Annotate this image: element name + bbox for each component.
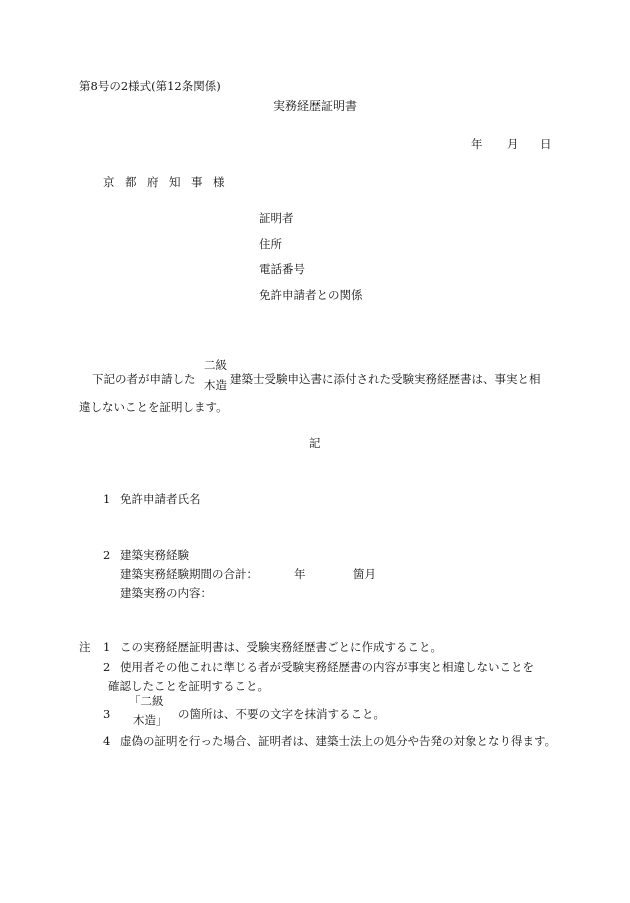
certifier-label: 証明者 [259, 211, 294, 225]
experience-period-label: 建築実務経験期間の合計： [120, 567, 258, 581]
addressee-char: 府 [147, 175, 159, 189]
address-label: 住所 [259, 237, 282, 251]
item2-number: 2 [103, 548, 111, 562]
note2-text-line2: 確認したことを証明すること。 [108, 679, 269, 693]
date-year-label: 年 [471, 137, 483, 151]
experience-period-year: 年 [294, 567, 306, 581]
note3-option-mokuzo: 木造」 [133, 713, 168, 727]
qualification-option-nikyu: 二級 [204, 358, 227, 372]
note2-text-line1: 使用者その他これに準じる者が受験実務経歴書の内容が事実と相違しないことを [120, 660, 534, 674]
note3-number: 3 [103, 707, 111, 721]
note2-number: 2 [103, 660, 111, 674]
addressee-char: 都 [125, 175, 137, 189]
item1-number: 1 [103, 492, 111, 506]
note3-text: の箇所は、不要の文字を抹消すること。 [178, 707, 385, 721]
notes-heading: 注 [79, 640, 91, 654]
addressee-char: 様 [213, 175, 225, 189]
applicant-name-label: 免許申請者氏名 [120, 492, 201, 506]
relation-label: 免許申請者との関係 [259, 288, 363, 302]
experience-label: 建築実務経験 [120, 548, 189, 562]
body-suffix: 建築士受験申込書に添付された受験実務経歴書は、事実と相 [230, 372, 541, 386]
addressee-char: 事 [191, 175, 203, 189]
qualification-option-mokuzo: 木造 [204, 378, 227, 392]
ki-heading: 記 [309, 436, 321, 450]
addressee-char: 知 [169, 175, 181, 189]
date-day-label: 日 [540, 137, 552, 151]
phone-label: 電話番号 [259, 262, 305, 276]
date-month-label: 月 [507, 137, 519, 151]
document-title: 実務経歴証明書 [273, 99, 358, 113]
body-line-2: 違しないことを証明します。 [79, 400, 228, 414]
addressee-char: 京 [103, 175, 115, 189]
note1-number: 1 [103, 640, 111, 654]
form-id: 第8号の2様式(第12条関係) [79, 79, 221, 93]
experience-content-label: 建築実務の内容： [120, 586, 212, 600]
experience-period-month: 箇月 [353, 567, 376, 581]
note4-number: 4 [103, 734, 111, 748]
note3-option-nikyu: 「二級 [129, 694, 164, 708]
body-prefix: 下記の者が申請した [92, 372, 196, 386]
note4-text: 虚偽の証明を行った場合、証明者は、建築士法上の処分や告発の対象となり得ます。 [120, 734, 557, 748]
note1-text: この実務経歴証明書は、受験実務経歴書ごとに作成すること。 [120, 640, 442, 654]
addressee [103, 175, 235, 190]
